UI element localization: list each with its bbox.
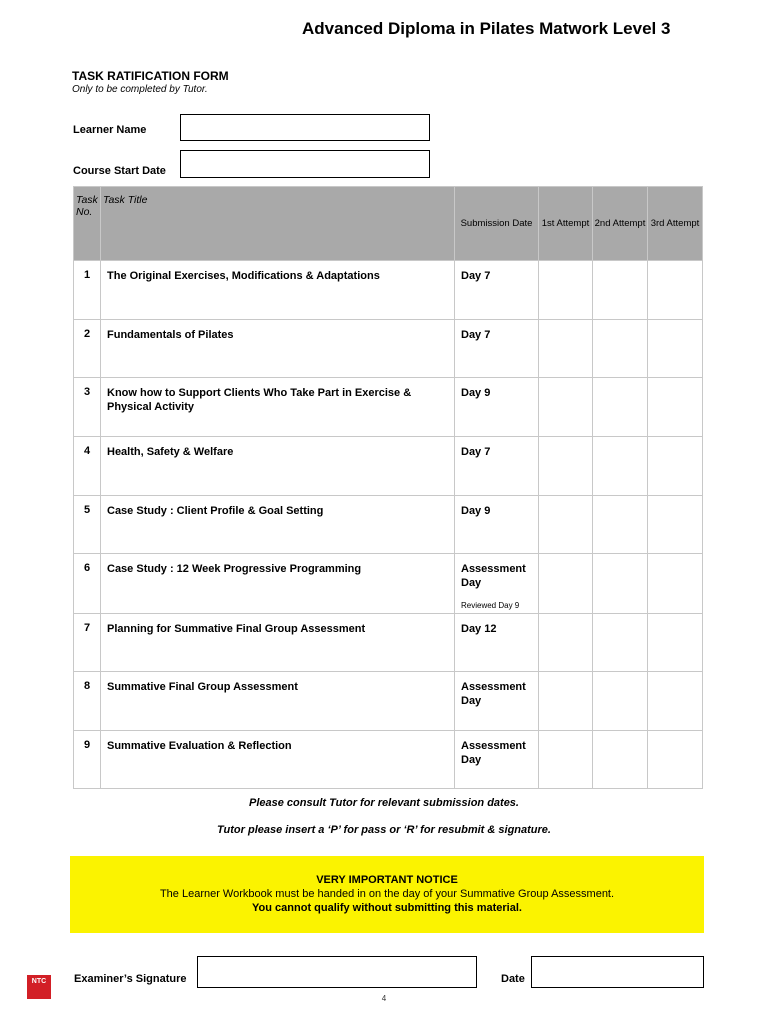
form-title: TASK RATIFICATION FORM: [72, 69, 229, 83]
submission-date: [455, 496, 539, 554]
attempt-3-cell[interactable]: [648, 496, 703, 554]
attempt-1-cell[interactable]: [539, 614, 593, 672]
submission-date-text: Day 7: [461, 329, 491, 341]
attempt-2-cell[interactable]: [593, 261, 648, 320]
table-row: [74, 672, 703, 731]
attempt-2-cell[interactable]: [593, 437, 648, 496]
table-row: [74, 378, 703, 437]
table-row: [74, 614, 703, 672]
task-table: [73, 186, 703, 789]
tutor-insert-note: Tutor please insert a ‘P’ for pass or ‘R’ for resubmit & signature.: [217, 824, 551, 836]
examiner-signature-label: Examiner’s Signature: [74, 973, 187, 985]
task-number: 6: [74, 554, 101, 614]
attempt-2-cell[interactable]: [593, 554, 648, 614]
task-number: 2: [74, 320, 101, 378]
consult-tutor-note: Please consult Tutor for relevant submission dates.: [249, 797, 519, 809]
submission-date-text: Day 12: [461, 623, 497, 635]
task-title: Summative Evaluation & Reflection: [101, 731, 455, 789]
notice-emphasis: You cannot qualify without submitting this material.: [252, 902, 522, 914]
submission-date: [455, 731, 539, 789]
attempt-1-cell[interactable]: [539, 437, 593, 496]
task-title: Case Study : Client Profile & Goal Setting: [101, 496, 455, 554]
examiner-signature-field[interactable]: [197, 956, 477, 988]
submission-date: [455, 614, 539, 672]
submission-date-text: Day 7: [461, 446, 491, 458]
attempt-3-cell[interactable]: [648, 437, 703, 496]
task-title: Fundamentals of Pilates: [101, 320, 455, 378]
notice-body: The Learner Workbook must be handed in on the day of your Summative Group Assessment.: [159, 888, 615, 900]
task-title: Case Study : 12 Week Progressive Programming: [101, 554, 455, 614]
attempt-3-cell[interactable]: [648, 672, 703, 731]
review-note: Reviewed Day 9: [461, 601, 520, 610]
submission-date-text: Assessment Day: [461, 563, 526, 589]
learner-name-label: Learner Name: [73, 124, 147, 136]
page-title: Advanced Diploma in Pilates Matwork Level 3: [302, 19, 671, 38]
task-number: 5: [74, 496, 101, 554]
attempt-1-cell[interactable]: [539, 378, 593, 437]
table-row: [74, 261, 703, 320]
attempt-1-cell[interactable]: [539, 261, 593, 320]
attempt-2-cell[interactable]: [593, 378, 648, 437]
task-title: Summative Final Group Assessment: [101, 672, 455, 731]
attempt-1-cell[interactable]: [539, 672, 593, 731]
attempt-1-cell[interactable]: [539, 731, 593, 789]
task-title: Planning for Summative Final Group Assessment: [101, 614, 455, 672]
attempt-1-cell[interactable]: [539, 320, 593, 378]
header-3rd-attempt: 3rd Attempt: [648, 187, 703, 261]
table-row: [74, 731, 703, 789]
header-task-title: Task Title: [101, 187, 455, 261]
attempt-1-cell[interactable]: [539, 496, 593, 554]
submission-date-text: Assessment Day: [461, 740, 526, 766]
header-1st-attempt: 1st Attempt: [539, 187, 593, 261]
submission-date: [455, 320, 539, 378]
attempt-2-cell[interactable]: [593, 731, 648, 789]
submission-date-text: Day 7: [461, 270, 491, 282]
submission-date-text: Day 9: [461, 387, 491, 399]
task-number: 3: [74, 378, 101, 437]
attempt-3-cell[interactable]: [648, 261, 703, 320]
table-row: [74, 496, 703, 554]
submission-date-text: Day 9: [461, 505, 491, 517]
task-number: 1: [74, 261, 101, 320]
table-row: [74, 437, 703, 496]
task-number: 8: [74, 672, 101, 731]
page-number: 4: [381, 994, 387, 1003]
attempt-2-cell[interactable]: [593, 320, 648, 378]
task-title: Health, Safety & Welfare: [101, 437, 455, 496]
submission-date: [455, 554, 539, 614]
header-submission-date: Submission Date: [455, 187, 539, 261]
learner-name-field[interactable]: [180, 114, 430, 141]
attempt-2-cell[interactable]: [593, 614, 648, 672]
course-start-date-field[interactable]: [180, 150, 430, 178]
attempt-3-cell[interactable]: [648, 378, 703, 437]
date-field[interactable]: [531, 956, 704, 988]
task-number: 7: [74, 614, 101, 672]
task-title: The Original Exercises, Modifications & Adaptations: [101, 261, 455, 320]
form-subtitle: Only to be completed by Tutor.: [72, 84, 208, 95]
notice-title: VERY IMPORTANT NOTICE: [316, 874, 458, 886]
table-header-row: [74, 187, 703, 261]
header-task-no: Task No.: [74, 187, 101, 261]
submission-date: [455, 437, 539, 496]
attempt-3-cell[interactable]: [648, 554, 703, 614]
submission-date-text: Assessment Day: [461, 681, 526, 707]
submission-date: [455, 672, 539, 731]
important-notice: [70, 856, 704, 933]
table-row: [74, 554, 703, 614]
attempt-3-cell[interactable]: [648, 731, 703, 789]
attempt-2-cell[interactable]: [593, 672, 648, 731]
attempt-1-cell[interactable]: [539, 554, 593, 614]
logo-text: NTC: [31, 978, 47, 985]
submission-date: [455, 378, 539, 437]
submission-date: [455, 261, 539, 320]
attempt-3-cell[interactable]: [648, 320, 703, 378]
attempt-2-cell[interactable]: [593, 496, 648, 554]
date-label: Date: [501, 973, 525, 985]
header-2nd-attempt: 2nd Attempt: [593, 187, 648, 261]
table-row: [74, 320, 703, 378]
course-start-date-label: Course Start Date: [73, 165, 166, 177]
task-title: Know how to Support Clients Who Take Part in Exercise & Physical Activity: [101, 378, 455, 437]
attempt-3-cell[interactable]: [648, 614, 703, 672]
task-number: 9: [74, 731, 101, 789]
task-number: 4: [74, 437, 101, 496]
